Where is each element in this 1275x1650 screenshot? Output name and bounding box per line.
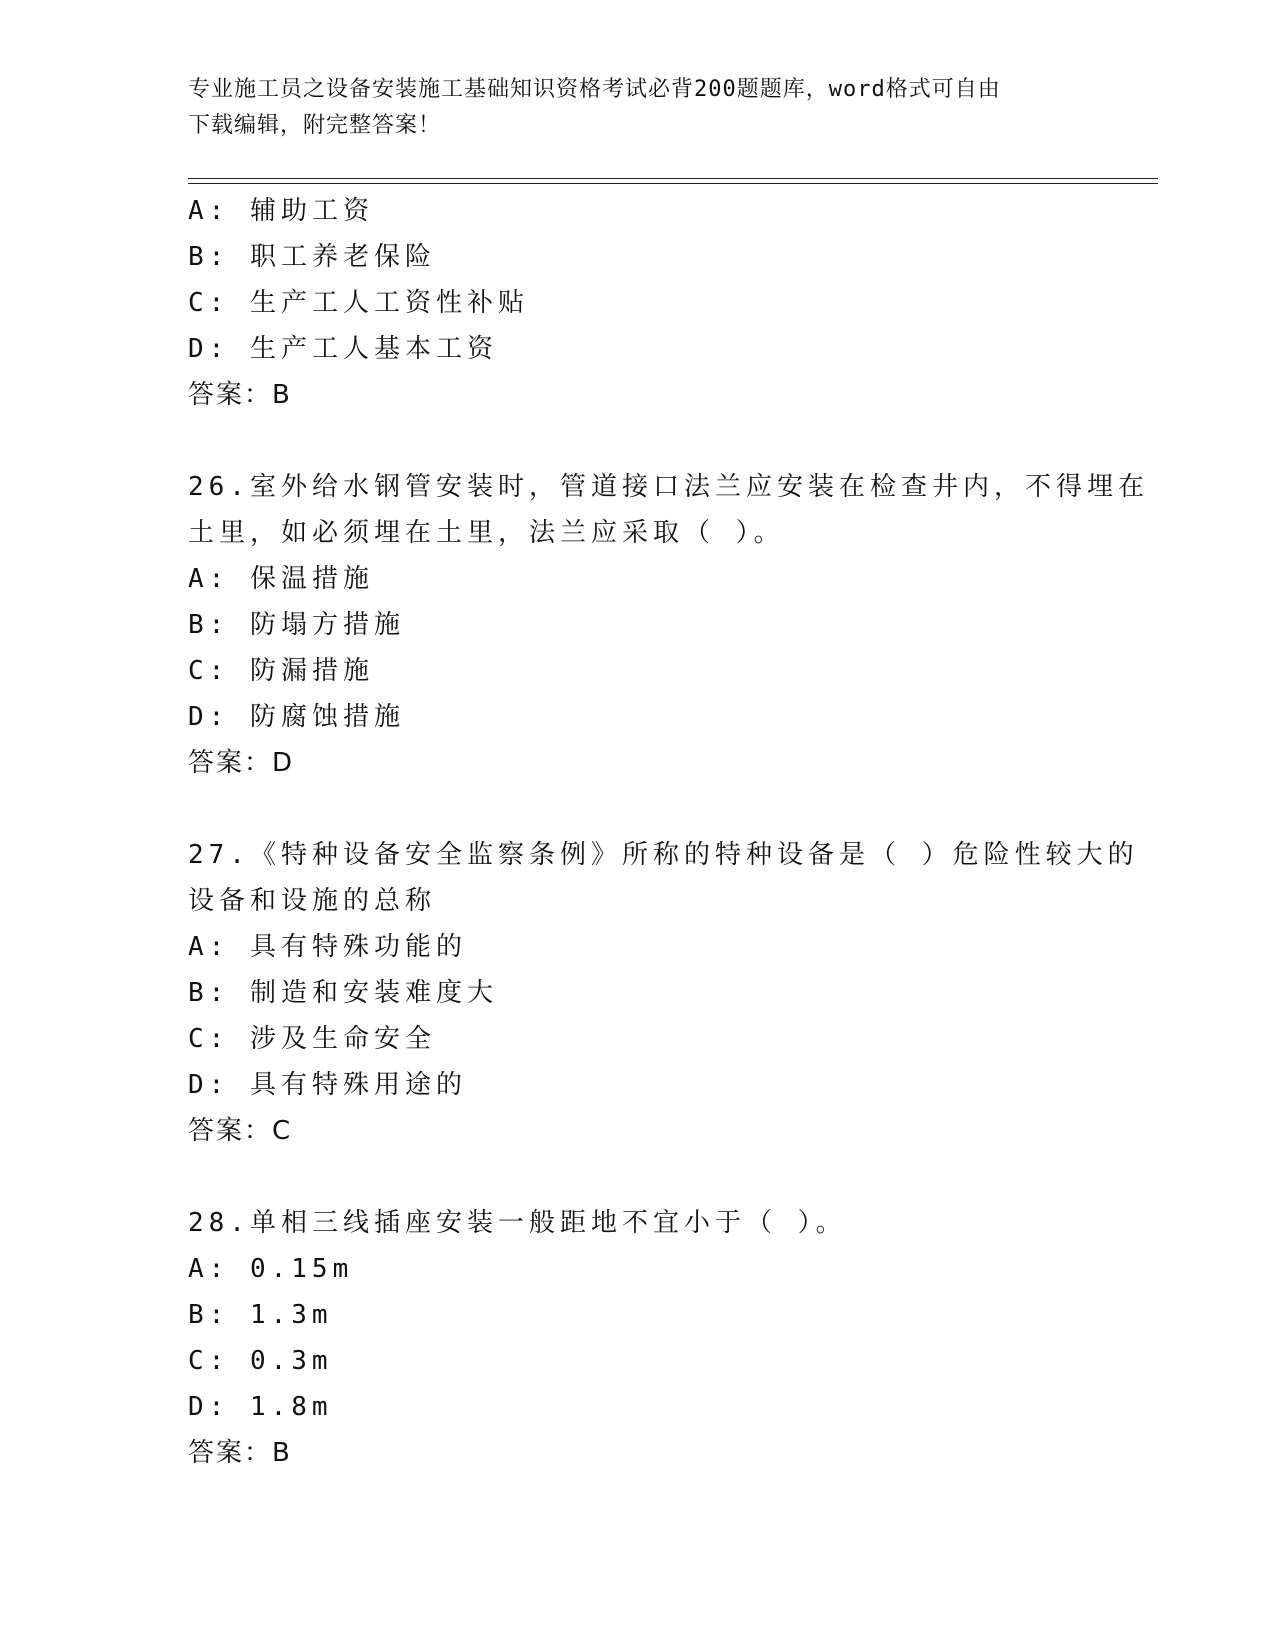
header-line-2: 下载编辑，附完整答案！ xyxy=(188,113,442,138)
answer: 答案：B xyxy=(188,1438,292,1468)
question-26 xyxy=(188,464,1149,786)
header-divider xyxy=(188,178,1158,184)
option-a: A: 辅助工资 xyxy=(188,196,374,226)
spacer xyxy=(188,1154,1088,1200)
spacer xyxy=(188,786,1088,832)
option-c: C: 0.3m xyxy=(188,1346,333,1376)
answer: 答案：D xyxy=(188,748,295,778)
option-c: C: 涉及生命安全 xyxy=(188,1024,436,1054)
option-d: D: 生产工人基本工资 xyxy=(188,334,498,364)
option-d: D: 1.8m xyxy=(188,1392,333,1422)
answer: 答案：C xyxy=(188,1116,293,1146)
question-stem-continued: 土里，如必须埋在土里，法兰应采取（ ）。 xyxy=(188,518,785,548)
question-27 xyxy=(188,832,1139,1154)
option-b: B: 职工养老保险 xyxy=(188,242,436,272)
question-28 xyxy=(188,1200,1088,1476)
question-stem: 28.单相三线插座安装一般距地不宜小于（ ）。 xyxy=(188,1208,847,1238)
option-c: C: 防漏措施 xyxy=(188,656,374,686)
option-b: B: 制造和安装难度大 xyxy=(188,978,498,1008)
answer: 答案：B xyxy=(188,380,292,410)
option-d: D: 防腐蚀措施 xyxy=(188,702,405,732)
question-stem: 27.《特种设备安全监察条例》所称的特种设备是（ ）危险性较大的 xyxy=(188,840,1139,870)
question-list xyxy=(188,188,1149,1476)
option-a: A: 具有特殊功能的 xyxy=(188,932,467,962)
question-25 xyxy=(188,188,1088,418)
option-c: C: 生产工人工资性补贴 xyxy=(188,288,529,318)
option-a: A: 0.15m xyxy=(188,1254,354,1284)
option-d: D: 具有特殊用途的 xyxy=(188,1070,467,1100)
spacer xyxy=(188,418,1088,464)
option-a: A: 保温措施 xyxy=(188,564,374,594)
header-line-1: 专业施工员之设备安装施工基础知识资格考试必背200题题库，word格式可自由 xyxy=(188,77,1001,102)
document-header xyxy=(188,72,1088,144)
question-stem-continued: 设备和设施的总称 xyxy=(188,886,437,916)
question-stem: 26.室外给水钢管安装时，管道接口法兰应安装在检查井内，不得埋在 xyxy=(188,472,1149,502)
option-b: B: 1.3m xyxy=(188,1300,333,1330)
option-b: B: 防塌方措施 xyxy=(188,610,405,640)
